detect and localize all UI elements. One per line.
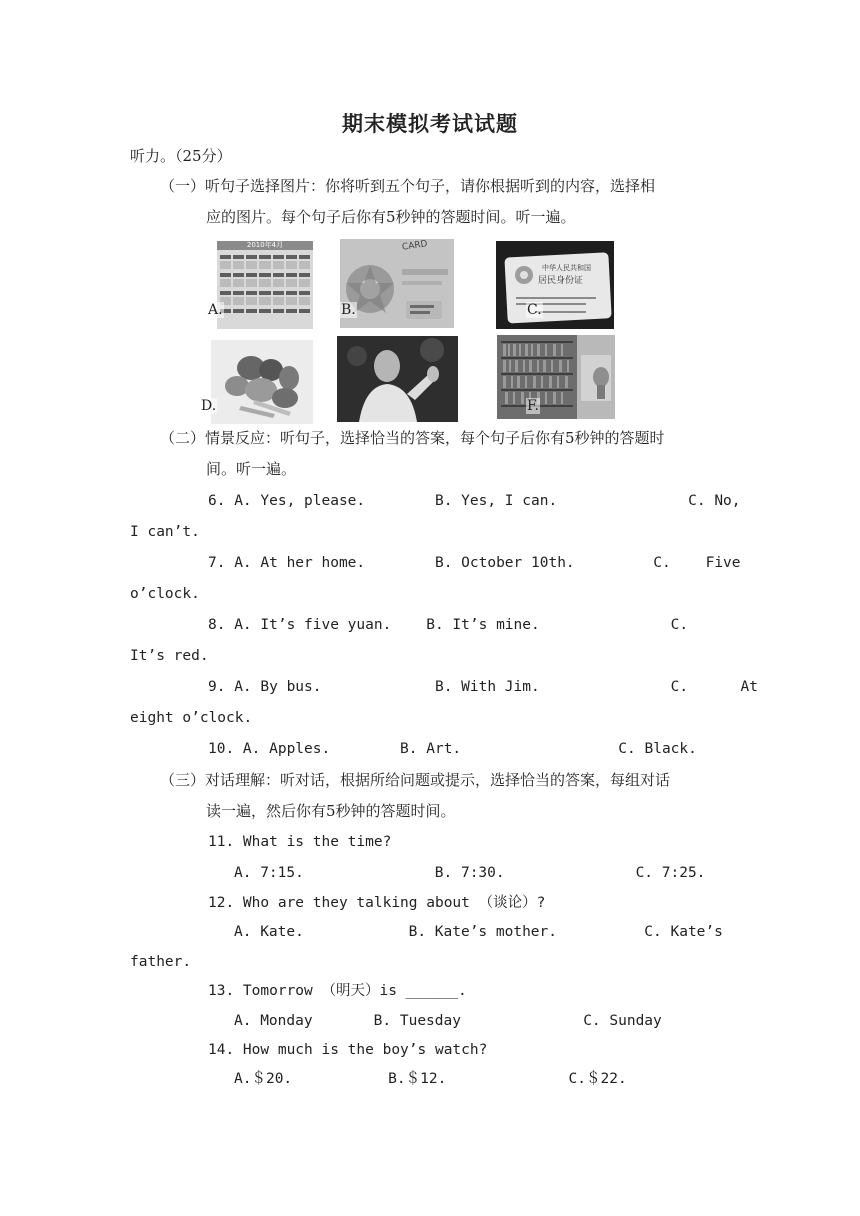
picture-c-label: C.: [527, 302, 542, 318]
q14-options: A.＄20. B.＄12. C.＄22.: [234, 1071, 627, 1087]
q12-options-cont: father.: [130, 954, 192, 970]
q6-options-cont: I can’t.: [130, 524, 200, 540]
part2-instruction-line2: 间。听一遍。: [206, 460, 297, 478]
q11-options: A. 7:15. B. 7:30. C. 7:25.: [234, 865, 706, 881]
calendar-header: 2010年4月: [217, 241, 313, 250]
id-card-text-2: 居民身份证: [538, 276, 584, 286]
q12-options: A. Kate. B. Kate’s mother. C. Kate’s: [234, 924, 723, 940]
part3-instruction-line2: 读一遍，然后你有5秒钟的答题时间。: [206, 802, 456, 820]
card-text: CARD: [401, 239, 429, 253]
part2-instruction-line1: （二）情景反应：听句子，选择恰当的答案，每个句子后你有5秒钟的答题时: [160, 429, 665, 447]
q7-options-cont: o’clock.: [130, 586, 200, 602]
q9-options-cont: eight o’clock.: [130, 710, 253, 726]
picture-f-label: F.: [527, 398, 539, 414]
person-graphic-icon: [337, 336, 458, 422]
q6-options: 6. A. Yes, please. B. Yes, I can. C. No,: [208, 493, 741, 509]
q7-options: 7. A. At her home. B. October 10th. C. Five: [208, 555, 741, 571]
q13-question: 13. Tomorrow （明天）is ______.: [208, 983, 467, 999]
q10-options: 10. A. Apples. B. Art. C. Black.: [208, 741, 697, 757]
bookshelf-photo: [497, 335, 615, 419]
section-heading: 听力。（25分）: [130, 147, 232, 165]
person-photo: [337, 336, 458, 422]
picture-b-label: B.: [341, 302, 356, 318]
vegetables-graphic-icon: [211, 340, 313, 424]
picture-d-label: D.: [201, 398, 217, 414]
part1-instruction-line2: 应的图片。每个句子后你有5秒钟的答题时间。听一遍。: [206, 208, 576, 226]
q8-options: 8. A. It’s five yuan. B. It’s mine. C.: [208, 617, 689, 633]
part3-instruction-line1: （三）对话理解：听对话，根据所给问题或提示，选择恰当的答案，每组对话: [160, 771, 671, 789]
calendar-photo: [217, 241, 313, 329]
id-card-photo: [496, 241, 614, 329]
q8-options-cont: It’s red.: [130, 648, 209, 664]
q11-question: 11. What is the time?: [208, 834, 392, 850]
card-graphic-icon: [340, 239, 454, 328]
q9-options: 9. A. By bus. B. With Jim. C. At: [208, 679, 758, 695]
q12-question: 12. Who are they talking about （谈论）?: [208, 895, 546, 911]
vegetables-photo: [211, 340, 313, 424]
card-photo: [340, 239, 454, 328]
part1-instruction-line1: （一）听句子选择图片：你将听到五个句子，请你根据听到的内容，选择相: [160, 177, 656, 195]
page-title: 期末模拟考试试题: [342, 112, 518, 136]
q13-options: A. Monday B. Tuesday C. Sunday: [234, 1013, 662, 1029]
calendar-grid: [217, 250, 313, 316]
q14-question: 14. How much is the boy’s watch?: [208, 1042, 488, 1058]
picture-a-label: A.: [208, 302, 223, 318]
id-card-text-1: 中华人民共和国: [542, 264, 591, 272]
bookshelf-graphic-icon: [497, 335, 615, 419]
